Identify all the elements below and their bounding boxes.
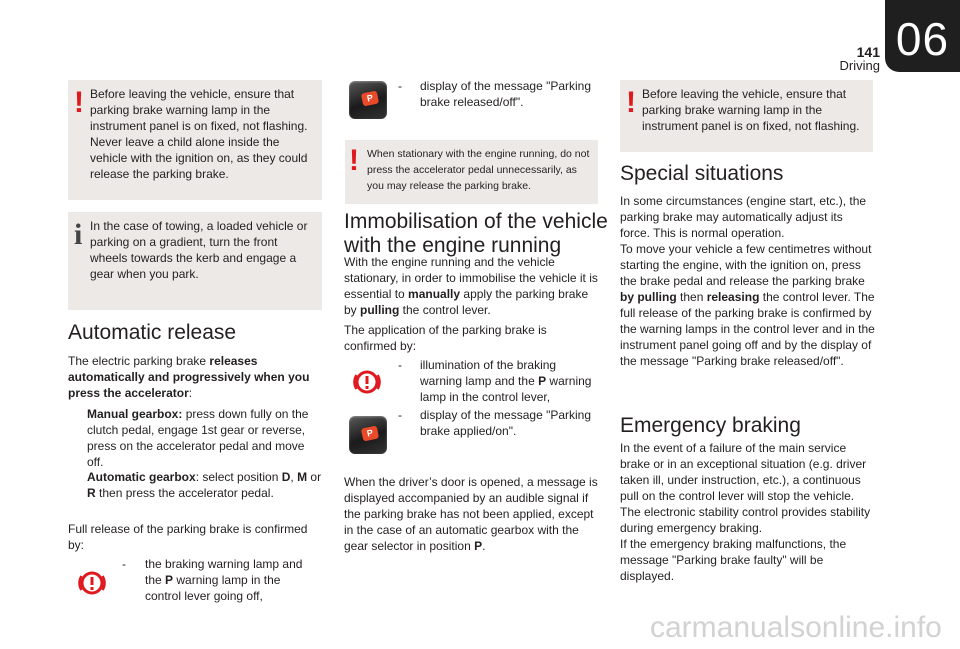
illumination-item: illumination of the braking warning lamp and the P warning lamp in the control lever,: [420, 358, 592, 404]
page-number: 141: [856, 44, 880, 60]
heading-automatic-release: Automatic release: [68, 321, 237, 344]
warning-note: [345, 140, 598, 204]
heading-emergency-braking: Emergency braking: [620, 414, 801, 437]
info-text: In the case of towing, a loaded vehicle or parking on a gradient, turn the front wheels towards the kerb and engage a gear when you park.: [90, 219, 308, 281]
message-applied-item: display of the message "Parking brake applied/on".: [420, 408, 592, 438]
heading-immobilisation: Immobilisation of the vehicle with the engine running: [344, 210, 608, 257]
door-opened-text: When the driver’s door is opened, a message is displayed accompanied by an audible signal if the parking brake has not been applied, except in the case of an automatic gearbox with the gear selector in position P.: [344, 475, 598, 553]
warning-text: Before leaving the vehicle, ensure that parking brake warning lamp in the instrument panel is on fixed, not flashing. Never leave a child alone inside the vehicle with the ignition on, as they could release the parking brake.: [90, 87, 308, 181]
list-dash: -: [398, 79, 402, 93]
bullet-manual-gearbox: Manual gearbox: press down fully on the clutch pedal, engage 1st gear or reverse, press on the accelerator pedal and move off.: [87, 407, 309, 469]
braking-warning-lamp-icon: [352, 367, 382, 397]
info-note: [68, 212, 322, 310]
immobilisation-text: With the engine running and the vehicle stationary, in order to immobilise the vehicle it is essential to manually apply the parking brake by pulling the control lever.: [344, 255, 598, 317]
parking-brake-switch-icon: P: [349, 81, 387, 119]
emergency-braking-text: In the event of a failure of the main service brake or in an exceptional situation (e.g. driver taken ill, under instruction, etc.), a continuous pull on the control lever will stop the vehicle. The electronic stability control provides stability during emergency braking. If the emergency braking malfunctions, the message "Parking brake faulty" will be displayed.: [620, 441, 871, 583]
warning-icon: !: [74, 86, 84, 119]
braking-warning-lamp-icon: [77, 568, 107, 598]
warning-text: Before leaving the vehicle, ensure that parking brake warning lamp in the instrument panel is on fixed, not flashing.: [642, 87, 860, 133]
warning-note: [68, 80, 322, 200]
bullet-automatic-gearbox: Automatic gearbox: select position D, M or R then press the accelerator pedal.: [87, 470, 322, 500]
warning-icon: !: [626, 86, 636, 119]
heading-special-situations: Special situations: [620, 162, 784, 185]
chapter-number: 06: [895, 13, 950, 65]
release-confirm-item: the braking warning lamp and the P warning lamp in the control lever going off,: [145, 557, 303, 603]
chapter-title: Driving: [839, 58, 880, 73]
info-icon: i: [74, 218, 83, 251]
automatic-release-intro: The electric parking brake releases automatically and progressively when you press the accelerator:: [68, 354, 310, 400]
warning-text: When stationary with the engine running, do not press the accelerator pedal unnecessarily, as you may release the parking brake.: [367, 148, 590, 192]
warning-icon: !: [349, 144, 359, 177]
list-dash: -: [398, 358, 402, 372]
list-dash: -: [398, 408, 402, 422]
parking-brake-switch-icon: P: [349, 416, 387, 454]
list-dash: -: [122, 557, 126, 571]
warning-note: [620, 80, 873, 152]
message-released-item: display of the message "Parking brake released/off".: [420, 79, 592, 109]
special-situations-text: In some circumstances (engine start, etc.), the parking brake may automatically adjust its force. This is normal operation. To move your vehicle a few centimetres without starting the engine, with the ignition on, press the brake pedal and release the parking brake by pulling then releasing the control lever. The full release of the parking brake is confirmed by the warning lamps in the control lever and in the instrument panel going off and by the display of the message "Parking brake released/off".: [620, 194, 875, 368]
application-confirm-text: The application of the parking brake is confirmed by:: [344, 323, 547, 353]
full-release-text: Full release of the parking brake is confirmed by:: [68, 522, 308, 552]
watermark: carmanualsonline.info: [650, 611, 942, 644]
